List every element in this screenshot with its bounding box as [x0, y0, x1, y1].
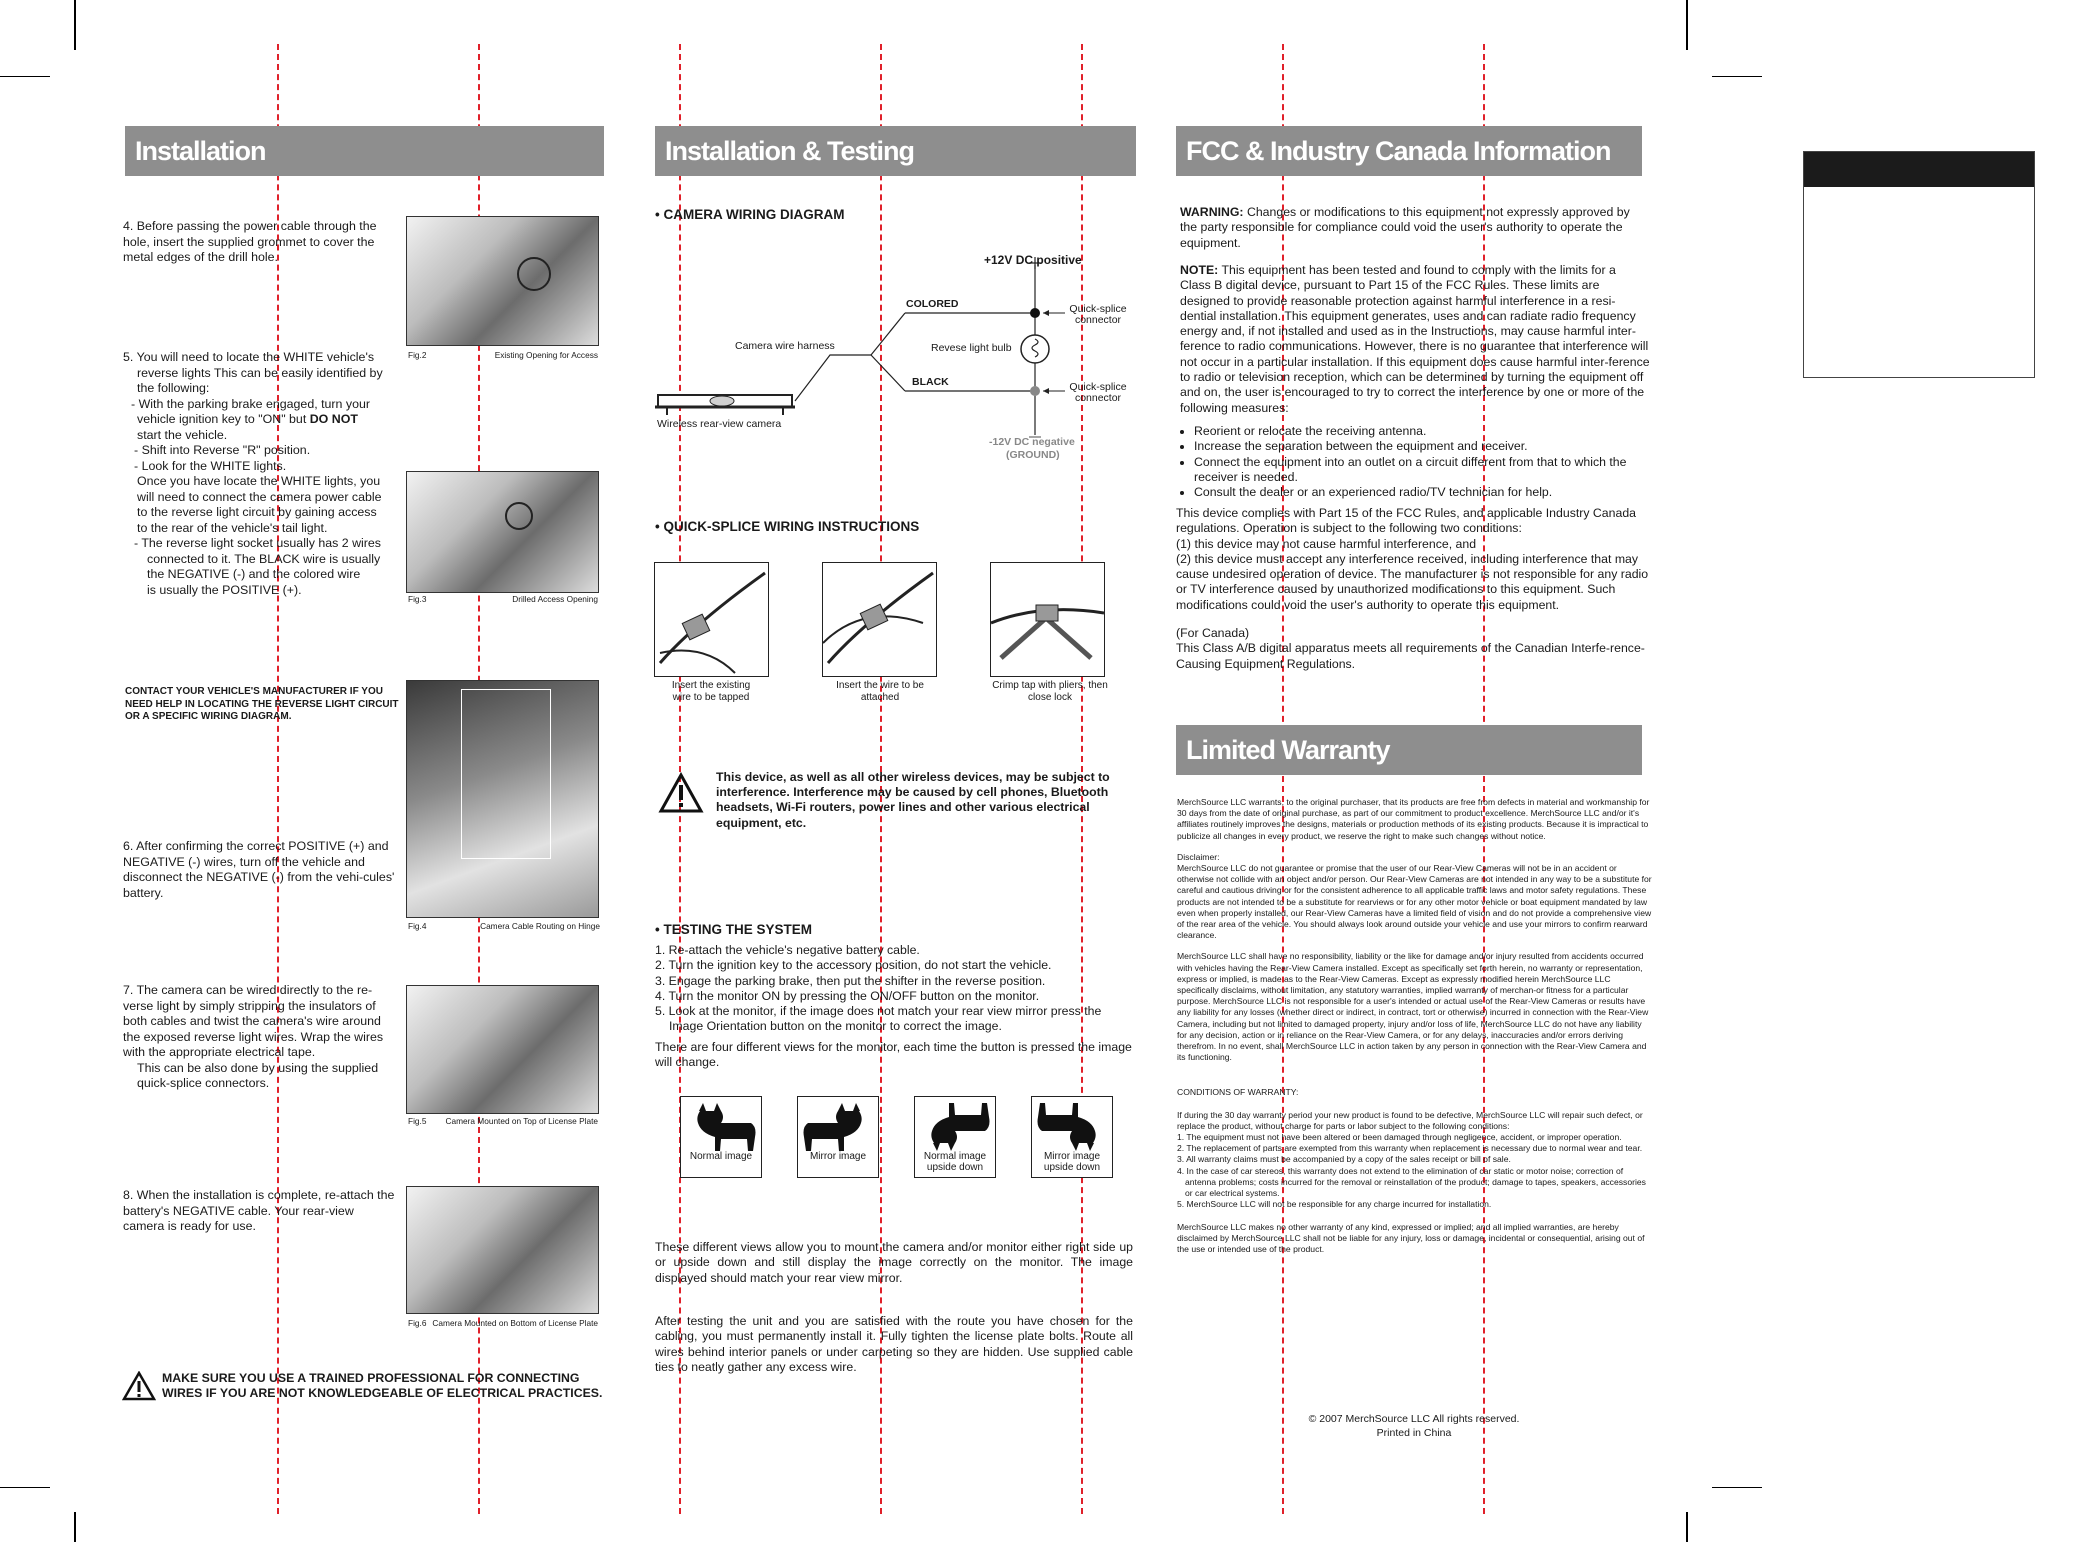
step-8-text: When the installation is complete, re-attach the battery's NEGATIVE cable. Your rear-view camera is ready for use. — [123, 1188, 395, 1233]
step-6-text: After confirming the correct POSITIVE (+) and NEGATIVE (-) wires, turn off the vehicle and disconnect the NEGATIVE (-) from the vehi-cules' battery. — [123, 839, 395, 900]
liability-paragraph: MerchSource LLC shall have no responsibility, liability or the like for damage and/or injury resulted from accidents occurred with vehicles having the Rear-View Camera installed. Except as specifically set forth herein, no warranty or representation, express or implied, is made as to the Rear-View Cameras. Except as expressly modified herein MerchSource LLC specifically disclaims, without limitation, any statutory warranties, implied warranty of merchan-or fitness for a particular purpose. MerchSource LLC is not responsible for a user's intended or actual use of the Rear-View Cameras or results have any liability for any losses (whether direct or indirect, in contract, tort or otherwise) incurred in connection with the Rear-View Camera, including but not limited to damaged property, injury and/or loss of life, MerchSource LLC do not have any liability for any decision, action or in reliance on the Rear-View Camera, or for any delays, inaccuracies and/or errors deriving therefrom. In no event, shall MerchSource LLC in action taken by any person in connection with the Rear-View Camera and its functioning. — [1177, 951, 1649, 1063]
fcc-compliance — [1176, 506, 1652, 672]
step-5-line: will need to connect the camera power cable — [137, 489, 382, 504]
view-caption: Normal image — [689, 1151, 753, 1162]
side-panel-header — [1804, 152, 2034, 187]
quick-splice-title: • QUICK-SPLICE WIRING INSTRUCTIONS — [655, 519, 920, 534]
step-4-text: Before passing the power cable through the hole, insert the supplied grommet to cover the metal edges of the drill hole. — [123, 219, 377, 264]
step-5-line: You will need to locate the WHITE vehicle's — [136, 350, 375, 364]
fig-2-caption — [408, 350, 598, 360]
condition-item: 3. All warranty claims must be accompanied by a copy of the sales receipt or bill of sale. — [1177, 1154, 1511, 1165]
fcc-measure: • Increase the separation between the equipment and receiver. — [1194, 439, 1652, 454]
step-6-number: 6. — [123, 839, 134, 853]
harness-label: Camera wire harness — [735, 340, 835, 352]
view-normal-image — [680, 1096, 762, 1178]
fig-5-number: Fig.5 — [408, 1116, 427, 1126]
fig-6-number: Fig.6 — [408, 1318, 427, 1328]
wiring-diagram-title: • CAMERA WIRING DIAGRAM — [655, 207, 845, 222]
fig-3-number: Fig.3 — [408, 594, 427, 604]
step-7-number: 7. — [123, 983, 134, 997]
disclaimer-paragraph: MerchSource LLC do not guarantee or promise that the user of our Rear-View Cameras will not be in an accident or otherwise not collide with an object and/or person. Our Rear-View Cameras are not intended in any way to be a substitute for careful and cautious driving or for the consistent adherence to all applicable traffic laws and motor safety regulations. These products are not intended to be a substitute for rearviews or for any other motor vehicle or boat equipment mandated by law even when properly installed, our Rear-View Cameras have a limited field of vision and do not provide a comprehensive view of the rear area of the vehicle. You should always look around outside your vehicle and use your mirrors to confirm rearward clearance. — [1177, 863, 1652, 941]
fig-3-photo — [406, 471, 599, 593]
splice-step-2-caption: Insert the wire to be attached — [836, 680, 924, 703]
fcc-measures-list — [1180, 424, 1652, 500]
testing-steps — [655, 943, 1135, 1035]
professional-warning-text: MAKE SURE YOU USE A TRAINED PROFESSIONAL FOR CONNECTING WIRES IF YOU ARE NOT KNOWLEDGEABLE OF ELECTRICAL PRACTICES. — [162, 1371, 603, 1401]
view-mirror-image — [797, 1096, 879, 1178]
hole-circle — [517, 257, 551, 291]
fig-3-text: Drilled Access Opening — [512, 594, 598, 604]
step-8 — [123, 1188, 398, 1235]
views-intro: There are four different views for the monitor, each time the button is pressed the image will change. — [655, 1040, 1132, 1070]
step-4-number: 4. — [123, 219, 134, 233]
interference-text: This device, as well as all other wireless devices, may be subject to interference. Interference may be caused by cell phones, Bluetooth headsets, Wi-Fi routers, power lines and other various electrical equipment, etc. — [716, 770, 1110, 830]
fcc-measure: • Connect the equipment into an outlet on a circuit different from that to which the receiver is needed. — [1194, 455, 1652, 486]
compliance-text: This device complies with Part 15 of the FCC Rules, and applicable Industry Canada regulations. Operation is subject to the following two conditions: — [1176, 506, 1636, 536]
side-panel — [1803, 151, 2035, 378]
view-caption: Mirror image — [809, 1151, 867, 1162]
step-5-line: reverse lights This can be easily identified by — [137, 365, 383, 380]
splice-step-3-caption: Crimp tap with pliers, then close lock — [992, 680, 1108, 703]
colored-wire-label: COLORED — [906, 298, 959, 310]
final-install-paragraph: After testing the unit and you are satisfied with the route you have chosen for the cabling, you must permanently install it. Fully tighten the license plate bolts. Route all wires behind interior panels or under carpeting so they are hidden. Use supplied cable ties to neatly gather any excess wire. — [655, 1314, 1133, 1374]
views-paragraph: These different views allow you to mount the camera and/or monitor either right side up or upside down and still display the image correctly on the monitor. The image displayed should match your rear view mirror. — [655, 1240, 1133, 1285]
hole-circle — [505, 502, 533, 530]
conditions-intro: If during the 30 day warranty period your new product is found to be defective, MerchSource LLC will repair such defect, or replace the product, without charge for parts or labor subject to the following conditions: — [1177, 1109, 1643, 1131]
canada-text: This Class A/B digital apparatus meets all requirements of the Canadian Interfe-rence-Causing Equipment Regulations. — [1176, 641, 1645, 671]
testing-title: • TESTING THE SYSTEM — [655, 922, 812, 937]
crop-mark — [0, 1487, 50, 1488]
fig-4-text: Camera Cable Routing on Hinge — [480, 921, 600, 931]
fig-5-caption — [408, 1116, 598, 1126]
condition-2: (2) this device must accept any interference received, including interference that may cause undesired operation of device. The manufacturer is not responsible for any radio or TV interference caused by unauthorized modifications to this equipment. Such modifications could void the user's authority to operate this equipment. — [1176, 551, 1649, 612]
crop-mark — [1712, 1487, 1762, 1488]
fcc-warning-label: WARNING: — [1180, 205, 1244, 219]
fig-4-number: Fig.4 — [408, 921, 427, 931]
crop-mark — [1712, 76, 1762, 77]
conditions-label: CONDITIONS OF WARRANTY: — [1177, 1087, 1299, 1098]
wiring-diagram — [655, 245, 1145, 465]
cable-route-box — [461, 689, 551, 859]
warranty-paragraph-1: MerchSource LLC warrants, to the original purchaser, that its products are free from defects in material and workmanship for 30 days from the date of original purchase, as part of our commitment to product excellence. MerchSource LLC and/or it's affiliates routinely improves the designs, materials or production methods of its existing products. Because it is impractical to publicize all changes in every product, we reserve the right to make such changes without notice. — [1177, 797, 1650, 841]
step-5-line: to the rear of the vehicle's tail light. — [137, 520, 328, 535]
fcc-note-text: This equipment has been tested and found to comply with the limits for a Class B digital device, pursuant to Part 15 of the FCC Rules. These limits are designed to provide reasonable protection against harmful interference in a resi-dential installation. This equipment generates, uses and can radiate radio frequency energy and, if not installed and used as in the Instructions, may cause harmful inter-ference to radio communications. However, there is no guarantee that interference will not occur in a particular installation. If this equipment does cause harmful inter-ference to radio or television reception, which can be determined by turning the equipment off and on, the user is encouraged to try to correct the interference by one or more of the following measures: — [1180, 263, 1650, 415]
step-5-line: - The reverse light socket usually has 2 wires — [134, 536, 382, 550]
fig-6-text: Camera Mounted on Bottom of License Plate — [432, 1318, 598, 1328]
installation-heading: Installation — [125, 126, 604, 176]
copyright-text: © 2007 MerchSource LLC All rights reserved. — [1308, 1413, 1520, 1425]
condition-item: 5. MerchSource LLC will not be responsible for any charge incurred for installation. — [1177, 1199, 1492, 1210]
step-7-text: The camera can be wired directly to the re-verse light by simply stripping the insulators of both cables and twist the camera's wire around the exposed reverse light wires. Wrap the wires with the appropriate electrical tape. — [123, 983, 384, 1059]
step-5-line: is usually the POSITIVE (+). — [147, 582, 302, 597]
bulb-label: Revese light bulb — [931, 342, 1012, 354]
fig-6-caption — [408, 1318, 598, 1328]
crop-mark — [74, 1512, 76, 1542]
view-caption: Normal image upside down — [923, 1151, 987, 1173]
disclaimer-label: Disclaimer: — [1177, 851, 1220, 862]
fig-6-photo — [406, 1186, 599, 1314]
step-6 — [123, 839, 398, 901]
negative-label: -12V DC negative — [989, 436, 1075, 448]
fcc-heading: FCC & Industry Canada Information — [1176, 126, 1642, 176]
condition-item: 2. The replacement of parts are exempted from this warranty when replacement is necessary due to normal wear and tear. — [1177, 1143, 1643, 1154]
step-5-line: connected to it. The BLACK wire is usually — [147, 551, 381, 566]
splice-label-bottom: Quick-splice connector — [1069, 381, 1127, 404]
interference-warning — [658, 770, 1136, 831]
crop-mark — [1686, 0, 1688, 50]
cat-icon — [915, 1097, 995, 1157]
contact-manufacturer-note: CONTACT YOUR VEHICLE'S MANUFACTURER IF YOU NEED HELP IN LOCATING THE REVERSE LIGHT CIRCUIT OR A SPECIFIC WIRING DIAGRAM. — [125, 686, 399, 722]
cat-icon — [1032, 1097, 1112, 1157]
condition-item: 4. In the case of car stereos, this warranty does not extend to the elimination of car static or motor noise; correction of antenna problems; costs incurred for the removal or reinstallation of the product; damage to tapes, speakers, accessories or car electrical systems. — [1177, 1165, 1646, 1199]
canada-label: (For Canada) — [1176, 626, 1250, 641]
step-5-number: 5. — [123, 350, 134, 364]
crop-mark — [0, 76, 50, 77]
camera-label: Wireless rear-view camera — [657, 418, 782, 430]
view-caption: Mirror image upside down — [1043, 1151, 1101, 1173]
testing-step: 3. Engage the parking brake, then put the shifter in the reverse position. — [655, 973, 1046, 988]
printed-in-text: Printed in China — [1376, 1427, 1452, 1439]
testing-step: 4. Turn the monitor ON by pressing the ON/OFF button on the monitor. — [655, 988, 1040, 1003]
copyright — [1276, 1412, 1552, 1440]
crop-mark — [74, 0, 76, 50]
splice-label-top: Quick-splice connector — [1069, 303, 1127, 326]
step-5-line: vehicle ignition key to "ON" but — [137, 412, 307, 426]
fig-4-caption — [408, 921, 600, 931]
testing-step: 2. Turn the ignition key to the accessory position, do not start the vehicle. — [655, 958, 1052, 973]
step-5-line: the NEGATIVE (-) and the colored wire — [147, 567, 361, 581]
warning-triangle-icon — [122, 1371, 156, 1401]
fcc-warning — [1180, 205, 1650, 251]
splice-step-1-image — [654, 562, 769, 677]
limited-warranty-heading: Limited Warranty — [1176, 725, 1642, 775]
condition-item: 1. The equipment must not have been altered or been damaged through negligence, accident, or improper operation. — [1177, 1132, 1622, 1143]
step-7-text-2: This can be also done by using the supplied quick-splice connectors. — [137, 1060, 379, 1090]
fcc-measure: • Reorient or relocate the receiving antenna. — [1194, 424, 1652, 439]
step-5-line: - With the parking brake engaged, turn your — [131, 396, 370, 411]
step-7 — [123, 983, 398, 1092]
fcc-note — [1180, 263, 1650, 416]
closing-paragraph: MerchSource LLC makes no other warranty of any kind, expressed or implied; and all implied warranties, are hereby disclaimed by MerchSource LLC shall not be liable for any injury, loss or damage, incidental or consequential, arising out of the use or intended use of the product. — [1177, 1221, 1645, 1254]
step-5-line: - Look for the WHITE lights. — [134, 458, 287, 473]
cat-icon — [798, 1097, 878, 1157]
fig-2-text: Existing Opening for Access — [494, 350, 598, 360]
cat-icon — [681, 1097, 761, 1157]
fig-3-caption — [408, 594, 598, 604]
warranty-text — [1177, 797, 1652, 1255]
splice-step-3-image — [990, 562, 1105, 677]
step-5-line: the following: — [137, 381, 210, 395]
warning-triangle-icon — [658, 772, 704, 814]
fcc-warning-text: Changes or modifications to this equipment not expressly approved by the party responsible for compliance could void the user's authority to operate the equipment. — [1180, 205, 1630, 250]
fig-2-number: Fig.2 — [408, 350, 427, 360]
step-5 — [123, 350, 403, 598]
step-8-number: 8. — [123, 1188, 134, 1202]
step-5-line: Once you have locate the WHITE lights, you — [137, 474, 381, 488]
installation-testing-heading: Installation & Testing — [655, 126, 1136, 176]
step-5-line: - Shift into Reverse "R" position. — [134, 443, 311, 457]
condition-1: (1) this device may not cause harmful interference, and — [1176, 536, 1477, 551]
ground-label: (GROUND) — [1006, 449, 1060, 461]
crop-mark — [1686, 1512, 1688, 1542]
step-5-line: to the reverse light circuit by gaining access — [137, 505, 377, 519]
black-wire-label: BLACK — [912, 376, 949, 388]
testing-step: 5. Look at the monitor, if the image does not match your rear view mirror press the Image Orientation button on the monitor to correct the image. — [655, 1004, 1102, 1034]
positive-label: +12V DC positive — [984, 253, 1082, 267]
testing-step: 1. Re-attach the vehicle's negative battery cable. — [655, 943, 920, 957]
splice-step-2-image — [822, 562, 937, 677]
fcc-measure: • Consult the dealer or an experienced radio/TV technician for help. — [1194, 485, 1652, 500]
fig-2-photo — [406, 216, 599, 346]
fig-5-photo — [406, 985, 599, 1114]
do-not-emphasis: DO NOT — [309, 412, 358, 426]
fig-4-photo — [406, 680, 599, 918]
step-5-line: start the vehicle. — [137, 427, 228, 442]
fcc-note-label: NOTE: — [1180, 263, 1219, 277]
splice-step-1-caption: Insert the existing wire to be tapped — [671, 680, 751, 703]
fig-5-text: Camera Mounted on Top of License Plate — [445, 1116, 598, 1126]
step-4 — [123, 219, 395, 266]
professional-warning — [122, 1371, 612, 1401]
